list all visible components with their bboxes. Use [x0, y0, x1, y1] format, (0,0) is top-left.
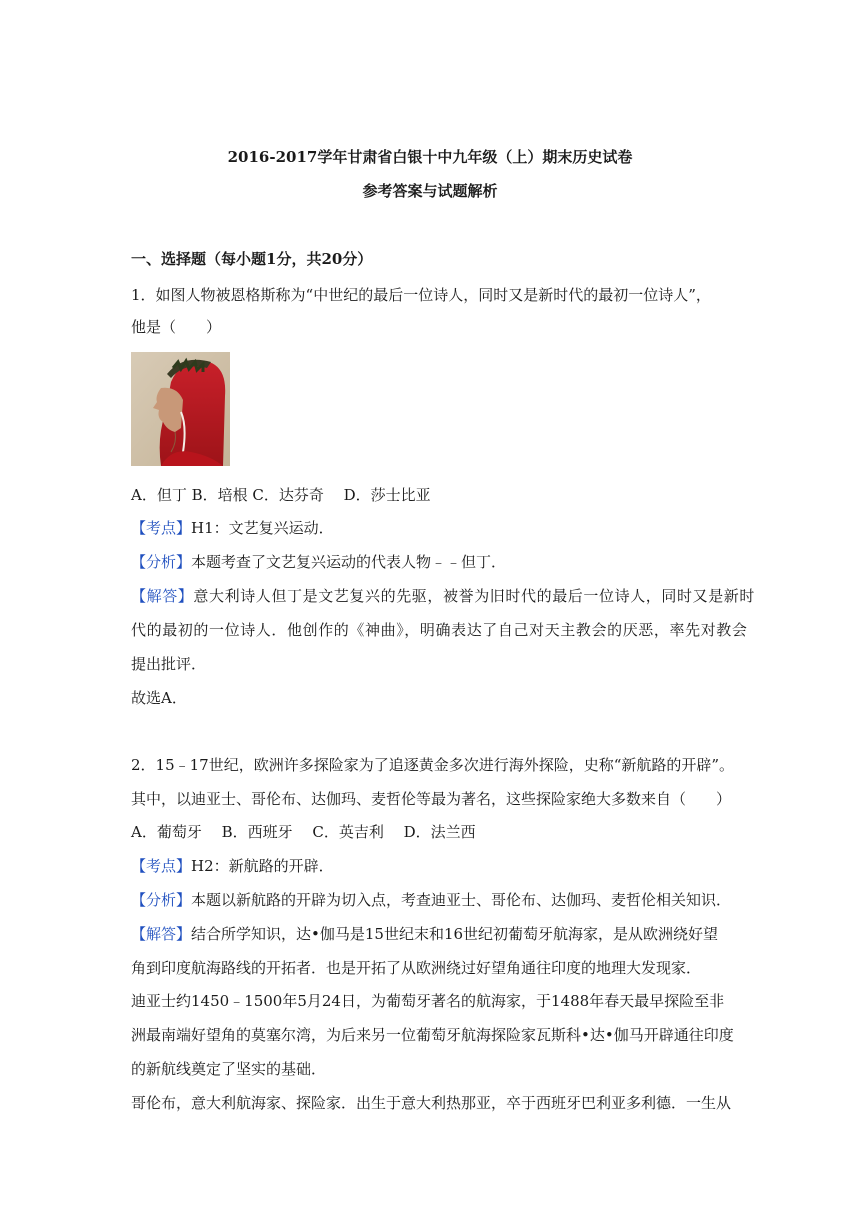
q2-stem-line2: 其中，以迪亚士、哥伦布、达伽玛、麦哲伦等最为著名，这些探险家绝大多数来自（ ） — [131, 790, 732, 808]
dante-portrait-image — [131, 352, 230, 466]
q2-stem-line1: 2．15﹣17世纪，欧洲许多探险家为了追逐黄金多次进行海外探险，史称“新航路的开辟”。 — [131, 756, 735, 774]
q1-kaodian — [131, 517, 334, 538]
q1-stem-line1: 1．如图人物被恩格斯称为“中世纪的最后一位诗人，同时又是新时代的最初一位诗人”， — [131, 286, 711, 304]
fenxi-text: 本题以新航路的开辟为切入点，考查迪亚士、哥伦布、达伽玛、麦哲伦相关知识． — [191, 891, 732, 909]
kaodian-tag: 【考点】 — [131, 519, 192, 537]
jieda-text-line1: 意大利诗人但丁是文艺复兴的先驱，被誉为旧时代的最后一位诗人，同时又是新时 — [193, 587, 756, 605]
q2-kaodian — [131, 855, 334, 876]
fenxi-tag: 【分析】 — [131, 553, 192, 571]
q2-para2-line1: 迪亚士约1450﹣1500年5月24日，为葡萄牙著名的航海家，于1488年春天最早探险至非 — [131, 992, 725, 1010]
q1-stem-line2: 他是（ ） — [131, 318, 222, 336]
jieda-tag: 【解答】 — [131, 925, 192, 943]
q1-options: A．但丁 B．培根 C．达芬奇 D．莎士比亚 — [131, 486, 431, 504]
document-title: 2016-2017学年甘肃省白银十中九年级（上）期末历史试卷 — [227, 148, 633, 166]
q2-options: A．葡萄牙 B．西班牙 C．英吉利 D．法兰西 — [131, 823, 476, 841]
section-heading: 一、选择题（每小题1分，共20分） — [131, 250, 373, 268]
document-subtitle: 参考答案与试题解析 — [362, 182, 498, 200]
q2-jieda — [131, 923, 718, 944]
kaodian-text: H1：文艺复兴运动． — [191, 519, 334, 537]
q1-jieda — [131, 585, 755, 606]
q1-answer: 故选A． — [131, 689, 187, 707]
q2-fenxi — [131, 889, 731, 910]
q1-jieda-line2: 代的最初的一位诗人．他创作的《神曲》，明确表达了自己对天主教会的厌恶，率先对教会 — [131, 621, 748, 639]
fenxi-text: 本题考查了文艺复兴运动的代表人物﹣﹣但丁． — [191, 553, 507, 571]
q2-para3-line1: 哥伦布，意大利航海家、探险家．出生于意大利热那亚，卒于西班牙巴利亚多利德．一生从 — [131, 1094, 732, 1112]
kaodian-tag: 【考点】 — [131, 857, 192, 875]
q1-jieda-line3: 提出批评． — [131, 655, 207, 673]
fenxi-tag: 【分析】 — [131, 891, 192, 909]
q2-para2-line2: 洲最南端好望角的莫塞尔湾，为后来另一位葡萄牙航海探险家瓦斯科•达•伽马开辟通往印度 — [131, 1026, 734, 1044]
portrait-svg — [131, 352, 230, 466]
jieda-text-line1: 结合所学知识，达•伽马是15世纪末和16世纪初葡萄牙航海家，是从欧洲绕好望 — [191, 925, 719, 943]
q2-jieda-line2: 角到印度航海路线的开拓者．也是开拓了从欧洲绕过好望角通往印度的地理大发现家． — [131, 959, 702, 977]
q2-para2-line3: 的新航线奠定了坚实的基础． — [131, 1060, 327, 1078]
q1-fenxi — [131, 551, 506, 572]
jieda-tag: 【解答】 — [131, 587, 194, 605]
kaodian-text: H2：新航路的开辟． — [191, 857, 334, 875]
